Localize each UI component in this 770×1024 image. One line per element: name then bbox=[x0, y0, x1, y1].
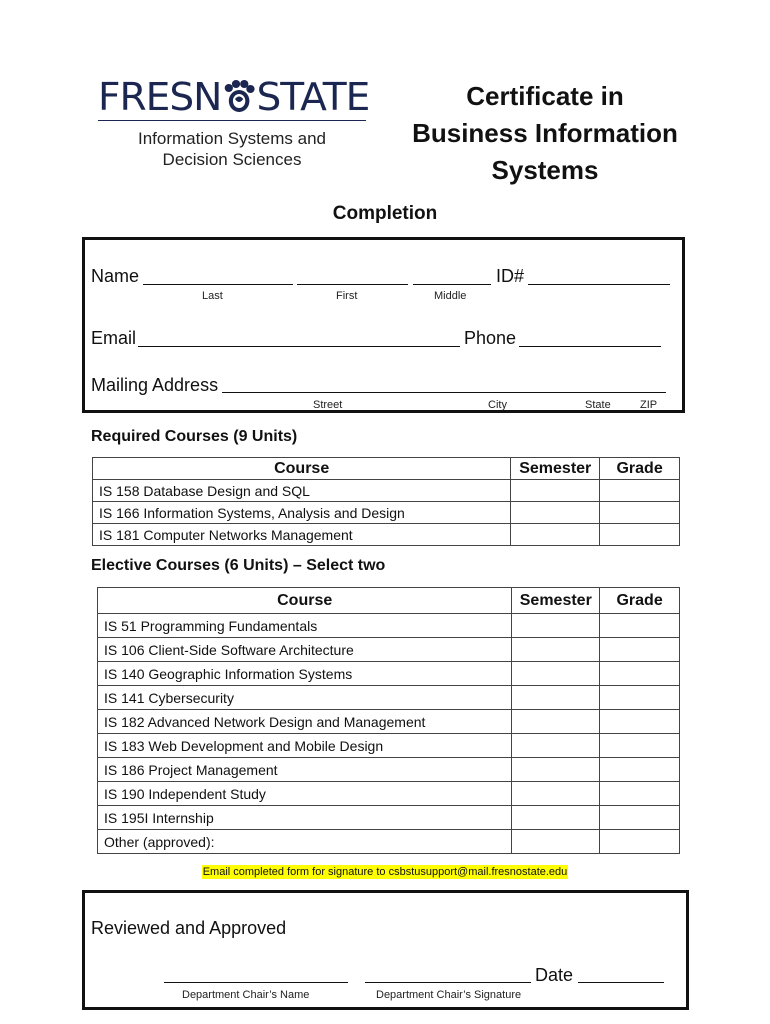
table-row bbox=[93, 502, 680, 524]
semester-cell[interactable] bbox=[512, 662, 600, 686]
logo-text-left: FRESN bbox=[98, 75, 222, 119]
certificate-title bbox=[400, 78, 690, 189]
table-header-row bbox=[98, 588, 680, 614]
chair-name-field[interactable] bbox=[164, 982, 348, 983]
table-row bbox=[98, 734, 680, 758]
elective-courses-title: Elective Courses (6 Units) – Select two bbox=[91, 557, 386, 574]
semester-cell[interactable] bbox=[512, 758, 600, 782]
email-label: Email bbox=[91, 328, 137, 348]
logo-divider bbox=[98, 120, 366, 121]
course-header: Course bbox=[98, 588, 512, 614]
table-row bbox=[98, 614, 680, 638]
grade-cell[interactable] bbox=[600, 524, 680, 546]
logo-subtitle-line2: Decision Sciences bbox=[162, 150, 302, 169]
grade-cell[interactable] bbox=[600, 480, 680, 502]
completion-heading: Completion bbox=[332, 203, 438, 224]
course-cell: IS 182 Advanced Network Design and Management bbox=[98, 710, 512, 734]
grade-cell[interactable] bbox=[600, 710, 680, 734]
name-label: Name bbox=[91, 266, 140, 286]
course-cell: IS 186 Project Management bbox=[98, 758, 512, 782]
semester-cell[interactable] bbox=[511, 502, 600, 524]
bulldog-paw-icon bbox=[222, 79, 255, 115]
last-caption: Last bbox=[202, 290, 223, 302]
date-field[interactable] bbox=[578, 982, 664, 983]
zip-caption: ZIP bbox=[640, 399, 658, 411]
title-line1: Certificate in bbox=[466, 81, 624, 111]
course-cell: IS 166 Information Systems, Analysis and Design bbox=[93, 502, 511, 524]
semester-cell[interactable] bbox=[512, 686, 600, 710]
course-cell: IS 158 Database Design and SQL bbox=[93, 480, 511, 502]
logo-subtitle-line1: Information Systems and bbox=[137, 129, 327, 148]
table-row bbox=[98, 830, 680, 854]
first-caption: First bbox=[336, 290, 358, 302]
street-caption: Street bbox=[313, 399, 343, 411]
middle-caption: Middle bbox=[434, 290, 467, 302]
table-row bbox=[98, 806, 680, 830]
grade-cell[interactable] bbox=[600, 782, 680, 806]
semester-cell[interactable] bbox=[512, 806, 600, 830]
grade-cell[interactable] bbox=[600, 662, 680, 686]
semester-cell[interactable] bbox=[512, 614, 600, 638]
required-courses-table bbox=[92, 457, 680, 546]
grade-header: Grade bbox=[600, 458, 680, 480]
grade-cell[interactable] bbox=[600, 758, 680, 782]
course-cell: IS 183 Web Development and Mobile Design bbox=[98, 734, 512, 758]
semester-cell[interactable] bbox=[512, 638, 600, 662]
table-row bbox=[98, 782, 680, 806]
semester-cell[interactable] bbox=[511, 524, 600, 546]
table-row bbox=[98, 638, 680, 662]
grade-cell[interactable] bbox=[600, 614, 680, 638]
mailing-address-field[interactable] bbox=[222, 392, 666, 393]
semester-header: Semester bbox=[512, 588, 600, 614]
course-cell: IS 190 Independent Study bbox=[98, 782, 512, 806]
reviewed-approved-title: Reviewed and Approved bbox=[91, 918, 287, 938]
first-name-field[interactable] bbox=[297, 284, 408, 285]
grade-cell[interactable] bbox=[600, 830, 680, 854]
email-instruction-text: Email completed form for signature to csbstusupport@mail.fresnostate.edu bbox=[202, 866, 568, 878]
table-row bbox=[98, 710, 680, 734]
course-cell: Other (approved): bbox=[98, 830, 512, 854]
chair-name-caption: Department Chair’s Name bbox=[182, 989, 310, 1001]
logo-text-right: STATE bbox=[256, 75, 370, 119]
table-row bbox=[93, 524, 680, 546]
semester-header: Semester bbox=[511, 458, 600, 480]
course-cell: IS 195I Internship bbox=[98, 806, 512, 830]
table-header-row bbox=[93, 458, 680, 480]
table-row bbox=[93, 480, 680, 502]
course-header: Course bbox=[93, 458, 511, 480]
title-line2: Business Information bbox=[412, 118, 678, 148]
title-line3: Systems bbox=[491, 155, 599, 185]
table-row bbox=[98, 662, 680, 686]
logo-subtitle bbox=[98, 128, 366, 170]
grade-cell[interactable] bbox=[600, 686, 680, 710]
course-cell: IS 141 Cybersecurity bbox=[98, 686, 512, 710]
chair-signature-field[interactable] bbox=[365, 982, 531, 983]
required-courses-title: Required Courses (9 Units) bbox=[91, 428, 298, 445]
date-label: Date bbox=[535, 965, 574, 985]
table-row bbox=[98, 758, 680, 782]
semester-cell[interactable] bbox=[511, 480, 600, 502]
grade-cell[interactable] bbox=[600, 734, 680, 758]
grade-header: Grade bbox=[600, 588, 680, 614]
state-caption: State bbox=[585, 399, 611, 411]
chair-signature-caption: Department Chair’s Signature bbox=[376, 989, 522, 1001]
fresno-state-logo bbox=[98, 76, 368, 170]
grade-cell[interactable] bbox=[600, 502, 680, 524]
last-name-field[interactable] bbox=[143, 284, 293, 285]
semester-cell[interactable] bbox=[512, 734, 600, 758]
id-label: ID# bbox=[496, 266, 525, 286]
table-row bbox=[98, 686, 680, 710]
email-field[interactable] bbox=[138, 346, 460, 347]
middle-name-field[interactable] bbox=[413, 284, 491, 285]
course-cell: IS 106 Client-Side Software Architecture bbox=[98, 638, 512, 662]
course-cell: IS 51 Programming Fundamentals bbox=[98, 614, 512, 638]
phone-field[interactable] bbox=[519, 346, 661, 347]
city-caption: City bbox=[488, 399, 507, 411]
semester-cell[interactable] bbox=[512, 830, 600, 854]
logo-wordmark bbox=[98, 76, 376, 118]
course-cell: IS 181 Computer Networks Management bbox=[93, 524, 511, 546]
semester-cell[interactable] bbox=[512, 710, 600, 734]
elective-courses-table bbox=[97, 587, 680, 854]
id-field[interactable] bbox=[528, 284, 670, 285]
semester-cell[interactable] bbox=[512, 782, 600, 806]
email-instruction-note bbox=[0, 866, 770, 878]
phone-label: Phone bbox=[464, 328, 517, 348]
grade-cell[interactable] bbox=[600, 806, 680, 830]
mailing-address-label: Mailing Address bbox=[91, 375, 219, 395]
grade-cell[interactable] bbox=[600, 638, 680, 662]
course-cell: IS 140 Geographic Information Systems bbox=[98, 662, 512, 686]
